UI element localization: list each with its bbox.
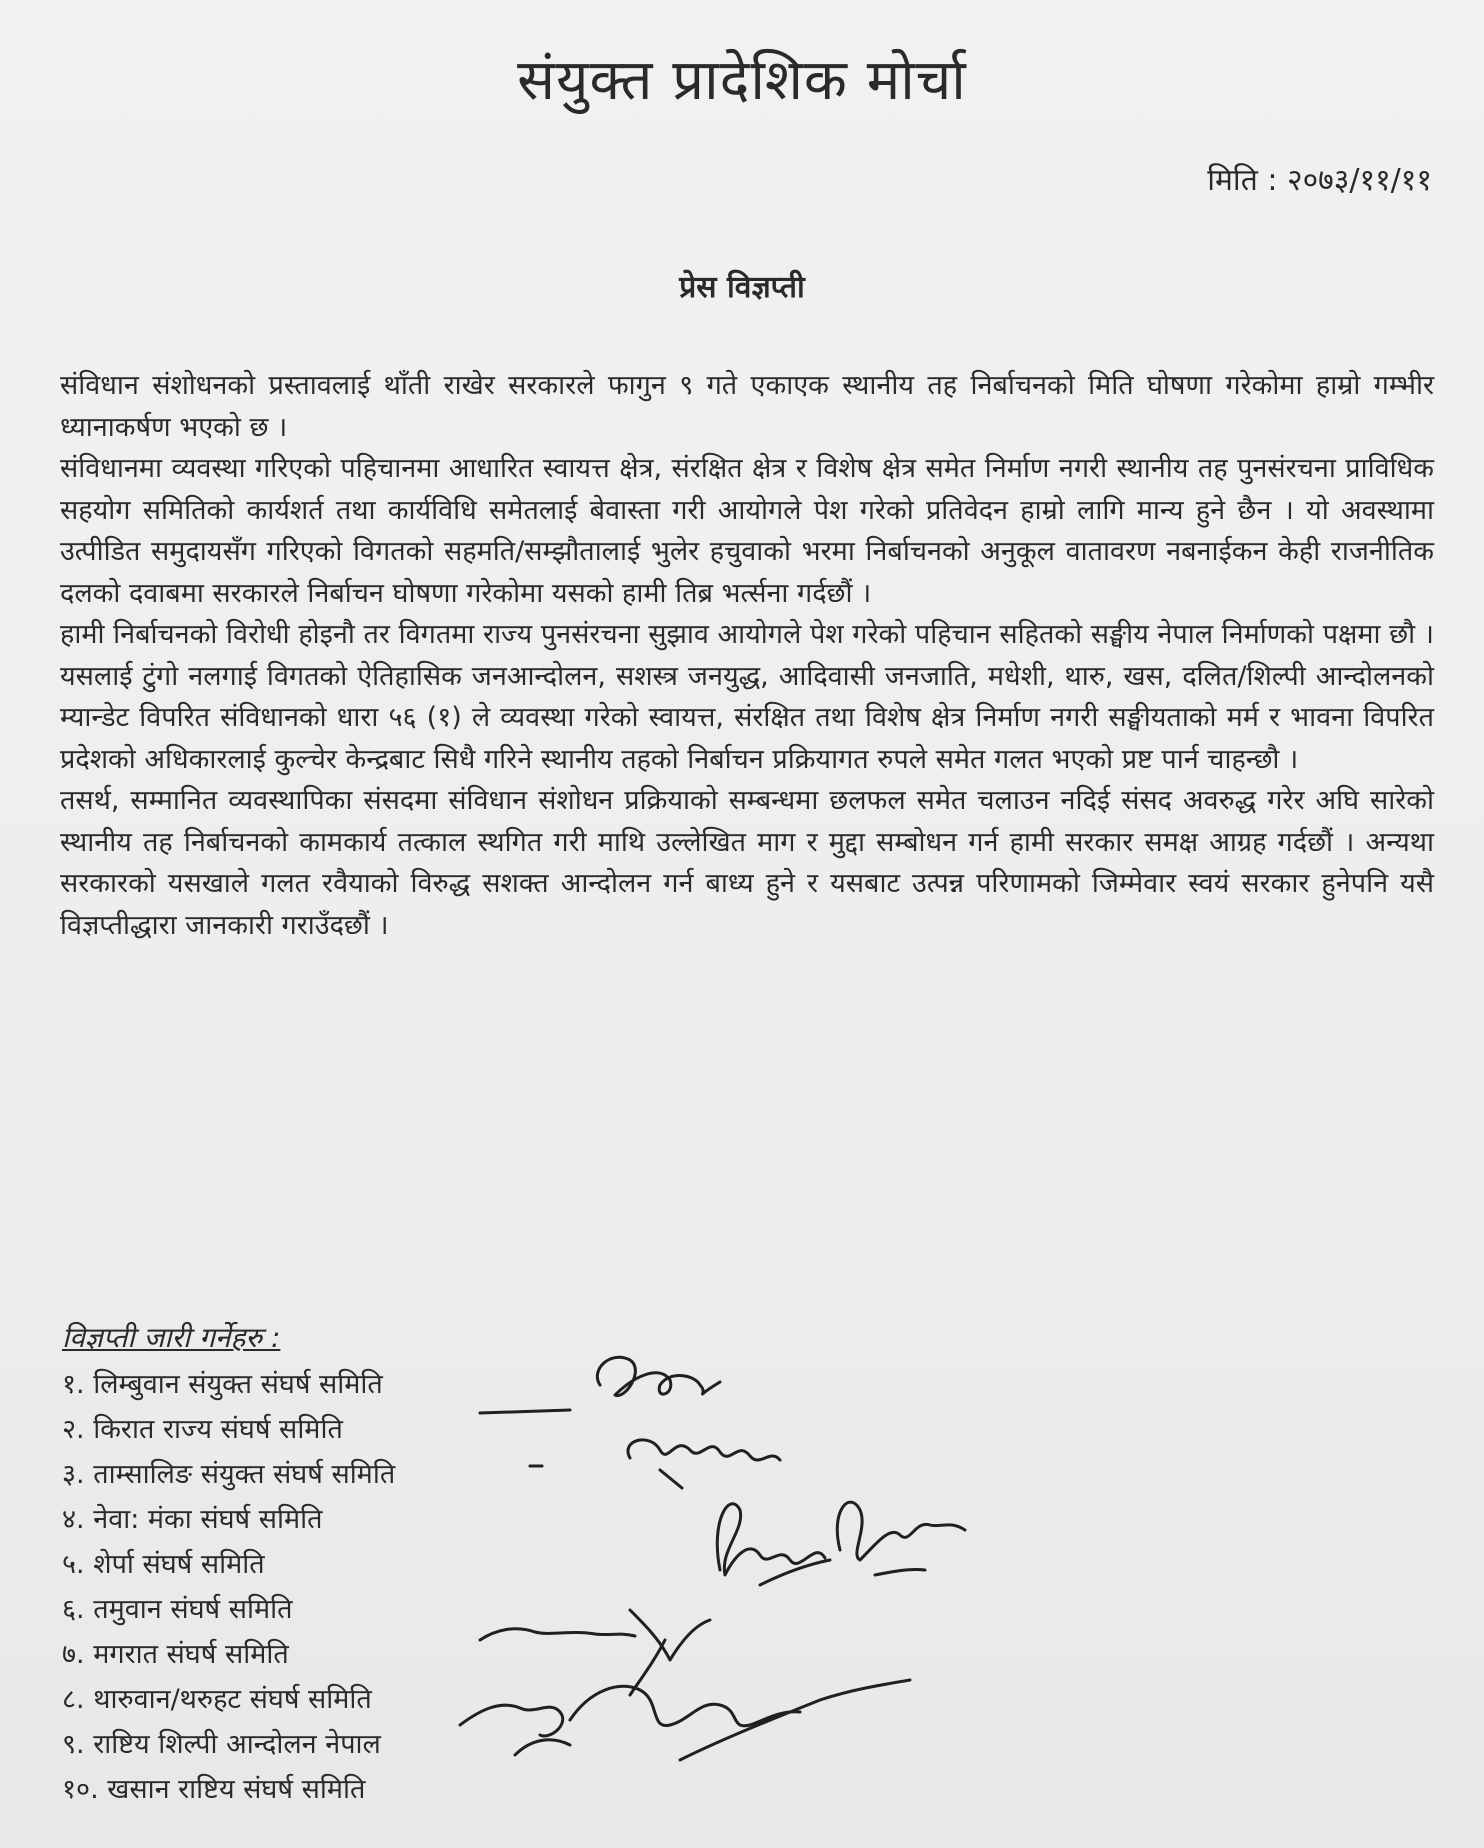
paragraph-3: हामी निर्बाचनको विरोधी होइनौ तर विगतमा राज्य पुनसंरचना सुझाव आयोगले पेश गरेको पहिचान सहितको सङ्घीय नेपाल निर्माणको पक्षमा छौ । यसलाई टुंगो नलगाई विगतको ऐतिहासिक जनआन्दोलन, सशस्त्र जनयुद्ध, आदिवासी जनजाति, मधेशी, थारु, खस, दलित/शिल्पी आन्दोलनको म्यान्डेट विपरित संविधानको धारा ५६ (१) ले व्यवस्था गरेको स्वायत्त, संरक्षित तथा विशेष क्षेत्र निर्माण नगरी सङ्घीयताको मर्म र भावना विपरित प्रदेशको अधिकारलाई कुल्चेर केन्द्रबाट सिधै गरिने स्थानीय तहको निर्बाचन प्रक्रियागत रुपले समेत गलत भएको प्रष्ट पार्न चाहन्छौ । [60, 619, 1434, 775]
issuers-heading: विज्ञप्ती जारी गर्नेहरु : [62, 1321, 281, 1354]
issuer-item: ९. राष्टिय शिल्पी आन्दोलन नेपाल [62, 1729, 381, 1760]
signature-4 [837, 1502, 965, 1575]
organization-title: संयुक्त प्रादेशिक मोर्चा [517, 48, 967, 113]
issuer-item: ४. नेवा: मंका संघर्ष समिति [62, 1504, 323, 1535]
signature-7 [460, 1705, 570, 1755]
paragraph-1: संविधान संशोधनको प्रस्तावलाई थाँती राखेर सरकारले फागुन ९ गते एकाएक स्थानीय तह निर्बाचनको मिति घोषणा गरेकोमा हाम्रो गम्भीर ध्यानाकर्षण भएको छ । [60, 370, 1434, 443]
issuer-item: ८. थारुवान/थरुहट संघर्ष समिति [62, 1684, 372, 1715]
signature-5 [480, 1629, 635, 1640]
issuer-item: १. लिम्बुवान संयुक्त संघर्ष समिति [62, 1369, 383, 1400]
signatures [420, 1340, 1070, 1810]
issuer-item: ७. मगरात संघर्ष समिति [62, 1639, 289, 1670]
issuer-item: ६. तमुवान संघर्ष समिति [62, 1594, 293, 1625]
issuer-item: २. किरात राज्य संघर्ष समिति [62, 1414, 343, 1445]
issuer-item: ५. शेर्पा संघर्ष समिति [62, 1549, 265, 1580]
paragraph-4: तसर्थ, सम्मानित व्यवस्थापिका संसदमा संविधान संशोधन प्रक्रियाको सम्बन्धमा छलफल समेत चलाउन नदिई संसद अवरुद्ध गरेर अघि सारेको स्थानीय तह निर्बाचनको कामकार्य तत्काल स्थगित गरी माथि उल्लेखित माग र मुद्दा सम्बोधन गर्न हामी सरकार समक्ष आग्रह गर्दछौं । अन्यथा सरकारको यसखाले गलत रवैयाको विरुद्ध सशक्त आन्दोलन गर्न बाध्य हुने र यसबाट उत्पन्न परिणामको जिम्मेवार स्वयं सरकार हुनेपनि यसै विज्ञप्तीद्धारा जानकारी गराउँदछौं । [60, 785, 1434, 941]
press-release-body [60, 365, 1434, 946]
issuer-item: १०. खसान राष्टिय संघर्ष समिति [62, 1774, 366, 1805]
signature-2 [628, 1440, 780, 1488]
issuer-item: ३. ताम्सालिङ संयुक्त संघर्ष समिति [62, 1459, 396, 1490]
press-release-heading: प्रेस विज्ञप्ती [679, 270, 805, 305]
signature-8 [570, 1680, 910, 1760]
signature-6 [630, 1610, 710, 1695]
signature-1 [597, 1357, 720, 1395]
signature-dash [480, 1410, 570, 1413]
signature-3 [717, 1504, 830, 1585]
document-date: मिति : २०७३/११/११ [1207, 163, 1432, 198]
paragraph-2: संविधानमा व्यवस्था गरिएको पहिचानमा आधारित स्वायत्त क्षेत्र, संरक्षित क्षेत्र र विशेष क्षेत्र समेत निर्माण नगरी स्थानीय तह पुनसंरचना प्राविधिक सहयोग समितिको कार्यशर्त तथा कार्यविधि समेतलाई बेवास्ता गरी आयोगले पेश गरेको प्रतिवेदन हाम्रो लागि मान्य हुने छैन । यो अवस्थामा उत्पीडित समुदायसँग गरिएको विगतको सहमति/सम्झौतालाई भुलेर हचुवाको भरमा निर्बाचनको अनुकूल वातावरण नबनाईकन केही राजनीतिक दलको दवाबमा सरकारले निर्बाचन घोषणा गरेकोमा यसको हामी तिब्र भर्त्सना गर्दछौं । [60, 453, 1434, 609]
